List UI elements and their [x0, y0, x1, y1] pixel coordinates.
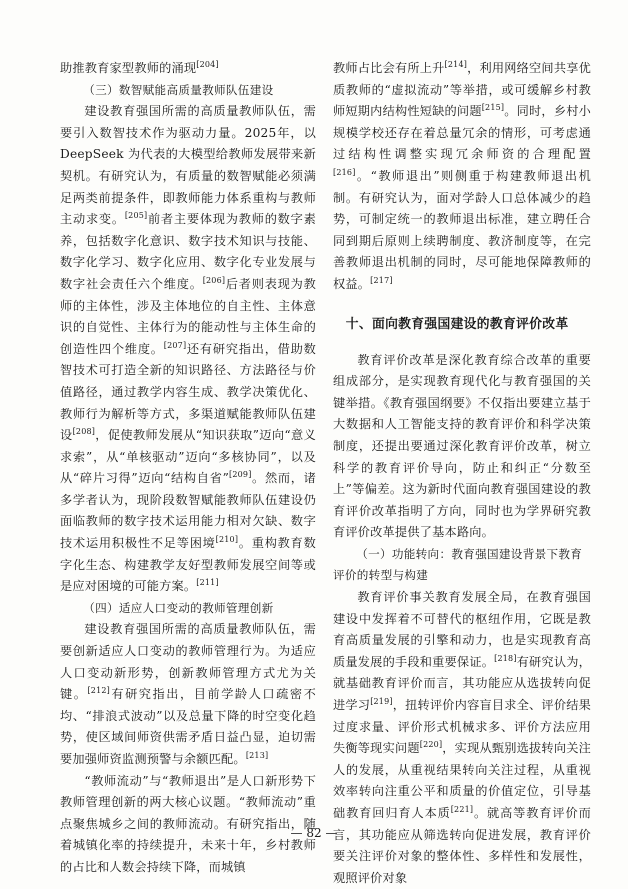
page-number: — 82 — [290, 826, 338, 840]
paragraph: 建设教育强国所需的高质量教师队伍，需要创新适应人口变动的教师管理行为。为适应人口变动新形势，创新教师管理方式尤为关键。[212]有研究指出，目前学龄人口疏密不均、“排浪式波动”以及总量下降的时空变化趋势，使区域间师资供需矛盾日益凸显，迫切需要加强师资监测预警与余额匹配。[213] [60, 622, 316, 766]
page-footer [0, 826, 628, 840]
paragraph: 建设教育强国所需的高质量教师队伍，需要引入数智技术作为驱动力量。2025年，以 DeepSeek 为代表的大模型给教师发展带来新契机。有研究认为，有质量的数智赋能必须满足两类前提条件，即教师能力体系重构与教师主动求变。[205]前者主要体现为教师的数字素养，包括数字化意识、数字技术知识与技能、数字化学习、数字化应用、数字化专业发展与数字社会责任六个维度。[206]后者则表现为教师的主体性，涉及主体地位的自主性、主体意识的自觉性、主体行为的能动性与主体生命的创造性四个维度。[207]还有研究指出，借助数智技术可打造全新的知识路径、方法路径与价值路径，通过教学内容生成、教学决策优化、教师行为解析等方式，多渠道赋能教师队伍建设[208]，促使教师发展从“知识获取”迈向“意义求索”，从“单核驱动”迈向“多核协同”，以及从“碎片习得”迈向“结构自省”[209]。然而，诸多学者认为，现阶段数智赋能教师队伍建设仍面临教师的数字技术运用能力相对欠缺、数字技术运用积极性不足等困境[210]。重构教育数字化生态、构建教学友好型教师发展空间等或是应对困境的可能方案。[211] [60, 104, 317, 594]
paragraph: “教师流动”与“教师退出”是人口新形势下教师管理创新的两大核心议题。“教师流动”重点聚焦城乡之间的教师流动。有研究指出，随着城镇化率的持续提升，未来十年，乡村教师的占比和人数会持续下降，而城镇 [60, 773, 316, 874]
left-column [60, 58, 316, 879]
section-heading: （三）数智赋能高质量教师队伍建设 [83, 82, 274, 97]
paragraph: 教师占比会有所上升[214]，利用网络空间共享优质教师的“虚拟流动”等举措，或可缓解乡村教师短期内结构性短缺的问题[215]。同时，乡村小规模学校还存在着总量冗余的情形，可考虑通过结构性调整实现冗余师资的合理配置[216]。“教师退出”则侧重于构建教师退出机制。有研究认为，面对学龄人口总体减少的趋势，可制定统一的教师退出标准，建立聘任合同到期后原则上续聘制度、教济制度等，在完善教师退出机制的同时，尽可能地保障教师的权益。[217] [333, 59, 592, 291]
paragraph: 教育评价改革是深化教育综合改革的重要组成部分，是实现教育现代化与教育强国的关键举措。《教育强国纲要》不仅指出要建立基于大数据和人工智能支持的教育评价和科学决策制度，还提出要通过深化教育评价改革，树立科学的教育评价导向，防止和纠正“分数至上”等偏差。这为新时代面向教育强国建设的教育评价改革指明了方向，同时也为学界研究教育评价改革提供了基本路向。 [333, 352, 591, 540]
right-column [333, 58, 591, 889]
section-heading: （四）适应人口变动的教师管理创新 [83, 600, 274, 615]
section-heading: （一）功能转向：教育强国建设背景下教育评价的转型与构建 [333, 546, 583, 583]
paragraph: 教育评价事关教育发展全局，在教育强国建设中发挥着不可替代的枢纽作用，它既是教育高质量发展的引擎和动力，也是实现教育高质量发展的手段和重要保证。[218]有研究认为，就基础教育评价而言，其功能应从选拔转向促进学习[219]，扭转评价内容盲目求全、评价结果过度求量、评价形式机械求多、评价方法应用失衡等现实问题[220]，实现从甄别选拔转向关注人的发展，从重视结果转向关注过程，从重视效率转向注重公平和质量的价值定位，引导基础教育回归育人本质[221]。就高等教育评价而言，其功能应从筛选转向促进发展，教育评价要关注评价对象的整体性、多样性和发展性，观照评价对象 [333, 590, 592, 885]
paragraph: 助推教育家型教师的涌现[204] [60, 59, 219, 75]
chapter-heading: 十、面向教育强国建设的教育评价改革 [345, 316, 569, 332]
